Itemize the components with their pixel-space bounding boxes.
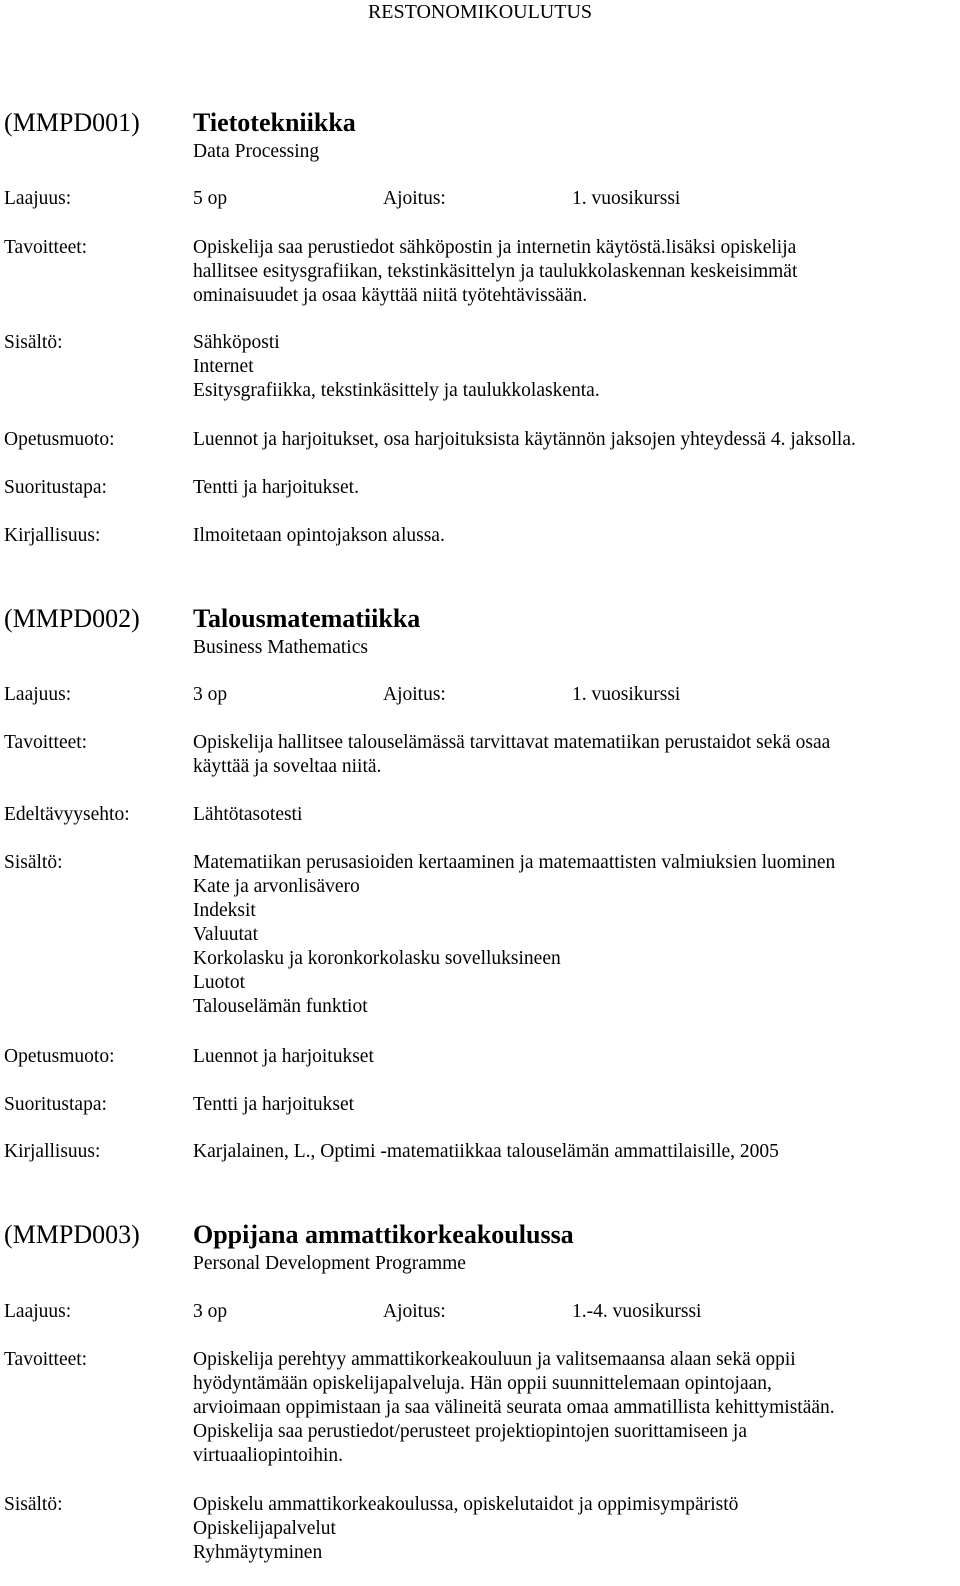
tavoitteet-text <box>193 236 797 308</box>
sisalto-label: Sisältö: <box>4 1494 63 1515</box>
laajuus-label: Laajuus: <box>4 684 72 705</box>
text-line: Opiskelija saa perustiedot sähköpostin ja internetin käytöstä.lisäksi opiskelija <box>193 237 797 258</box>
course-subtitle: Data Processing <box>193 141 320 162</box>
list-item: Luotot <box>193 972 245 993</box>
text-line: Opiskelija perehtyy ammattikorkeakouluun ja valitsemaansa alaan sekä oppii <box>193 1349 796 1370</box>
document-header: RESTONOMIKOULUTUS <box>367 1 593 23</box>
text-line: Opiskelija hallitsee talouselämässä tarvittavat matematiikan perustaidot sekä osaa <box>193 732 831 753</box>
course-code: (MMPD001) <box>4 108 140 137</box>
suoritustapa-label: Suoritustapa: <box>4 1094 107 1115</box>
ajoitus-value: 1. vuosikurssi <box>572 188 681 209</box>
tavoitteet-text <box>193 1348 835 1468</box>
laajuus-value: 3 op <box>193 1301 228 1322</box>
edeltavyysehto-value: Lähtötasotesti <box>193 804 303 825</box>
list-item: Ryhmäytyminen <box>193 1542 323 1563</box>
text-line: ominaisuudet ja osaa käyttää niitä työtehtävissään. <box>193 285 588 306</box>
tavoitteet-label: Tavoitteet: <box>4 732 88 753</box>
kirjallisuus-value: Ilmoitetaan opintojakson alussa. <box>193 525 445 546</box>
course-subtitle: Business Mathematics <box>193 637 368 658</box>
list-item: Matematiikan perusasioiden kertaaminen ja matemaattisten valmiuksien luominen <box>193 852 836 873</box>
list-item: Korkolasku ja koronkorkolasku sovelluksineen <box>193 948 561 969</box>
text-line: arvioimaan oppimistaan ja saa välineitä seurata omaa ammatillista kehittymistään. <box>193 1397 835 1418</box>
list-item: Opiskelijapalvelut <box>193 1518 336 1539</box>
kirjallisuus-value: Karjalainen, L., Optimi -matematiikkaa talouselämän ammattilaisille, 2005 <box>193 1141 779 1162</box>
laajuus-value: 3 op <box>193 684 228 705</box>
list-item: Talouselämän funktiot <box>193 996 368 1017</box>
text-line: virtuaaliopintoihin. <box>193 1445 344 1466</box>
sisalto-list <box>193 331 600 403</box>
text-line: hallitsee esitysgrafiikan, tekstinkäsittelyn ja taulukkolaskennan keskeisimmät <box>193 261 798 282</box>
course-title: Oppijana ammattikorkeakoulussa <box>193 1220 574 1249</box>
ajoitus-value: 1. vuosikurssi <box>572 684 681 705</box>
tavoitteet-label: Tavoitteet: <box>4 1349 88 1370</box>
opetusmuoto-label: Opetusmuoto: <box>4 429 115 450</box>
laajuus-value: 5 op <box>193 188 228 209</box>
opetusmuoto-value: Luennot ja harjoitukset, osa harjoituksista käytännön jaksojen yhteydessä 4. jaksolla. <box>193 429 856 450</box>
list-item: Indeksit <box>193 900 256 921</box>
list-item: Valuutat <box>193 924 258 945</box>
laajuus-label: Laajuus: <box>4 188 72 209</box>
tavoitteet-label: Tavoitteet: <box>4 237 88 258</box>
suoritustapa-value: Tentti ja harjoitukset. <box>193 477 359 498</box>
text-line: käyttää ja soveltaa niitä. <box>193 756 382 777</box>
sisalto-label: Sisältö: <box>4 852 63 873</box>
course-subtitle: Personal Development Programme <box>193 1253 466 1274</box>
opetusmuoto-label: Opetusmuoto: <box>4 1046 115 1067</box>
sisalto-label: Sisältö: <box>4 332 63 353</box>
ajoitus-label: Ajoitus: <box>383 684 446 705</box>
opetusmuoto-value: Luennot ja harjoitukset <box>193 1046 374 1067</box>
sisalto-list <box>193 851 835 1019</box>
laajuus-label: Laajuus: <box>4 1301 72 1322</box>
course-code: (MMPD003) <box>4 1220 140 1249</box>
list-item: Kate ja arvonlisävero <box>193 876 360 897</box>
course-title: Talousmatematiikka <box>193 604 421 633</box>
course-code: (MMPD002) <box>4 604 140 633</box>
list-item: Sähköposti <box>193 332 280 353</box>
tavoitteet-text <box>193 731 830 779</box>
course-title: Tietotekniikka <box>193 108 356 137</box>
ajoitus-value: 1.-4. vuosikurssi <box>572 1301 702 1322</box>
edeltavyysehto-label: Edeltävyysehto: <box>4 804 130 825</box>
ajoitus-label: Ajoitus: <box>383 188 446 209</box>
suoritustapa-value: Tentti ja harjoitukset <box>193 1094 355 1115</box>
sisalto-list <box>193 1493 738 1565</box>
text-line: hyödyntämään opiskelijapalveluja. Hän oppii suunnittelemaan opintojaan, <box>193 1373 772 1394</box>
suoritustapa-label: Suoritustapa: <box>4 477 107 498</box>
kirjallisuus-label: Kirjallisuus: <box>4 1141 101 1162</box>
ajoitus-label: Ajoitus: <box>383 1301 446 1322</box>
list-item: Esitysgrafiikka, tekstinkäsittely ja taulukkolaskenta. <box>193 380 600 401</box>
list-item: Internet <box>193 356 254 377</box>
kirjallisuus-label: Kirjallisuus: <box>4 525 101 546</box>
list-item: Opiskelu ammattikorkeakoulussa, opiskelutaidot ja oppimisympäristö <box>193 1494 739 1515</box>
text-line: Opiskelija saa perustiedot/perusteet projektiopintojen suorittamiseen ja <box>193 1421 747 1442</box>
